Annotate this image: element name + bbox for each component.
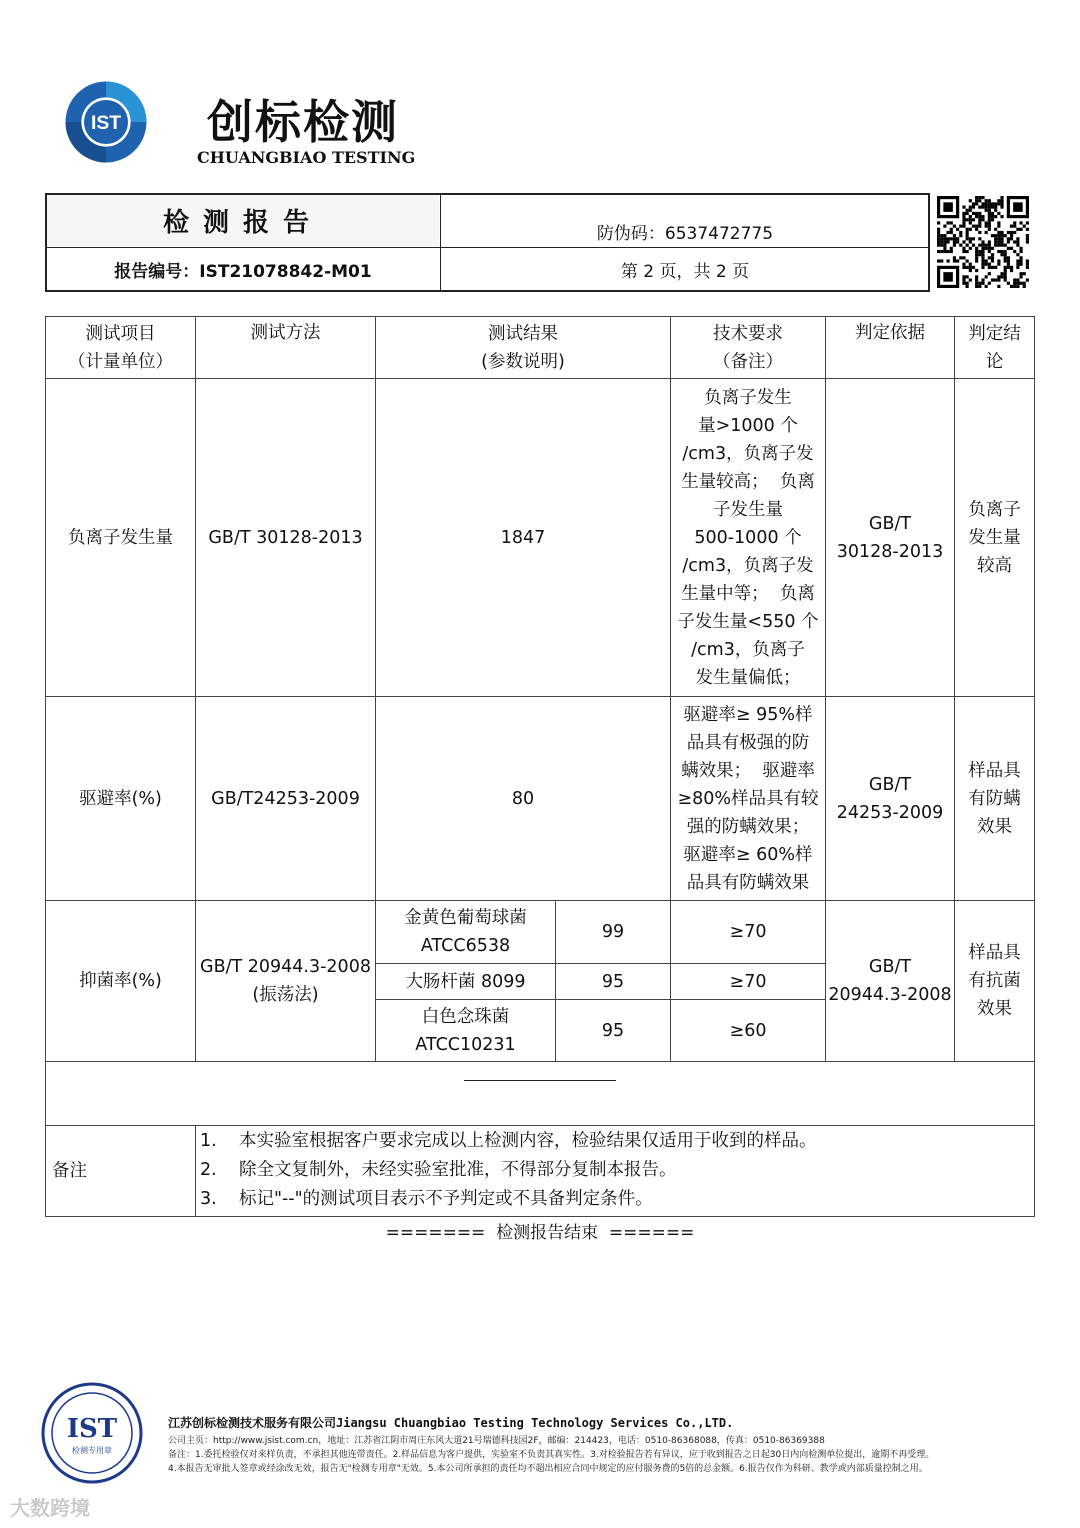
remarks-list <box>200 1127 816 1214</box>
footer-line-2: 备注：1.委托检验仅对来样负责，不承担其他连带责任。2.样品信息为客户提供，实验室不负责其真实性。3.对检验报告若有异议，应于收到报告之日起30日内向检测单位提出，逾期不再受理。 <box>168 1450 935 1460</box>
row3-requirement-3: ≥60 <box>670 999 826 1062</box>
row3-basis: GB/T 20944.3-2008 <box>825 900 955 1062</box>
requirement-line: 驱避率≥ 60%样 <box>683 844 813 865</box>
row3-strain-3: 白色念珠菌 ATCC10231 <box>375 999 556 1062</box>
row3-value-3: 95 <box>555 999 671 1062</box>
row1-conclusion: 负离子 发生量 较高 <box>954 378 1035 697</box>
row3-requirement-1: ≥70 <box>670 900 826 964</box>
row2-requirement <box>670 696 826 901</box>
requirement-line: 生量较高； 负离 <box>681 471 815 492</box>
requirement-line: /cm3，负离子发 <box>682 555 814 576</box>
report-title: 检测报告 <box>162 208 323 238</box>
report-number: 报告编号：IST21078842-M01 <box>114 262 372 282</box>
remark-item: 2. 除全文复制外，未经实验室批准，不得部分复制本报告。 <box>200 1160 677 1180</box>
row3-conclusion: 样品具 有抗菌 效果 <box>954 900 1035 1062</box>
row3-value-1: 99 <box>555 900 671 964</box>
footer-line-3: 4.本报告无审批人签章或经涂改无效，报告无"检测专用章"无效。5.本公司所承担的责任均不超出相应合同中规定的应付服务费的5倍的总金额。6.报告仅作为科研、教学或内部质量控制之用。 <box>168 1464 928 1474</box>
header-divider-v <box>440 193 441 292</box>
row3-requirement-2: ≥70 <box>670 963 826 1000</box>
brand-name-en: CHUANGBIAO TESTING <box>197 148 416 167</box>
requirement-line: 500-1000 个 <box>694 527 802 548</box>
row3-strain-1: 金黄色葡萄球菌 ATCC6538 <box>375 900 556 964</box>
row3-strain-2: 大肠杆菌 8099 <box>375 963 556 1000</box>
requirement-line: 负离子发生 <box>704 387 792 408</box>
requirement-line: 品具有防螨效果 <box>686 872 810 893</box>
requirement-line: 子发生量<550 个 <box>677 611 819 632</box>
remark-item: 3. 标记"--"的测试项目表示不予判定或不具备判定条件。 <box>200 1189 653 1209</box>
row1-method: GB/T 30128-2013 <box>195 378 376 697</box>
end-rule <box>464 1080 616 1081</box>
ist-logo <box>62 78 150 166</box>
row1-item: 负离子发生量 <box>45 378 196 697</box>
header-method: 测试方法 <box>195 316 376 379</box>
stamp-text: IST <box>66 1414 118 1444</box>
row2-result: 80 <box>375 696 671 901</box>
requirement-line: 子发生量 <box>713 499 783 520</box>
qr-code <box>937 196 1029 288</box>
brand-name-cn: 创标检测 <box>207 95 399 149</box>
requirement-line: 生量中等； 负离 <box>681 583 815 604</box>
row2-method: GB/T24253-2009 <box>195 696 376 901</box>
logo-text: IST <box>90 112 122 135</box>
row1-basis: GB/T 30128-2013 <box>825 378 955 697</box>
requirement-line: /cm3，负离子发 <box>682 443 814 464</box>
header-item: 测试项目 （计量单位） <box>45 316 196 379</box>
row3-method: GB/T 20944.3-2008 (振荡法) <box>195 900 376 1062</box>
requirement-line: /cm3，负离子 <box>691 639 805 660</box>
report-end-line: ======= 检测报告结束 ====== <box>385 1223 695 1243</box>
row3-item: 抑菌率(%) <box>45 900 196 1062</box>
watermark: 大数跨境 <box>10 1496 90 1520</box>
row1-result: 1847 <box>375 378 671 697</box>
footer-line-1: 公司主页：http://www.jsist.com.cn，地址：江苏省江阴市周庄东风大道21号瑞德科技园2F，邮编：214423，电话：0510-86368088，传真：0510-86369388 <box>168 1436 825 1446</box>
row2-item: 驱避率(%) <box>45 696 196 901</box>
inspection-stamp <box>40 1381 144 1485</box>
page-indicator: 第 2 页，共 2 页 <box>620 262 750 282</box>
anti-fake-code: 防伪码：6537472775 <box>596 223 774 244</box>
company-name: 江苏创标检测技术服务有限公司Jiangsu Chuangbiao Testing Technology Services Co.,LTD. <box>168 1416 734 1430</box>
blank-row <box>45 1061 1035 1126</box>
stamp-subtext: 检测专用章 <box>72 1446 112 1455</box>
remark-item: 1. 本实验室根据客户要求完成以上检测内容，检验结果仅适用于收到的样品。 <box>200 1131 817 1151</box>
header-requirement: 技术要求 （备注） <box>670 316 826 379</box>
row3-value-2: 95 <box>555 963 671 1000</box>
requirement-line: 品具有极强的防 <box>686 732 810 753</box>
row2-conclusion: 样品具 有防螨 效果 <box>954 696 1035 901</box>
header-basis: 判定依据 <box>825 316 955 379</box>
requirement-line: 强的防螨效果； <box>686 816 810 837</box>
requirement-line: 发生量偏低； <box>695 667 801 688</box>
requirement-line: 驱避率≥ 95%样 <box>683 704 813 725</box>
requirement-line: 螨效果； 驱避率 <box>681 760 815 781</box>
row2-basis: GB/T 24253-2009 <box>825 696 955 901</box>
requirement-line: 量>1000 个 <box>698 415 798 436</box>
remarks-label: 备注 <box>45 1125 196 1217</box>
requirement-line: ≥80%样品具有较 <box>677 788 819 809</box>
header-conclusion: 判定结 论 <box>954 316 1035 379</box>
header-result: 测试结果 (参数说明) <box>375 316 671 379</box>
row1-requirement <box>670 378 826 697</box>
